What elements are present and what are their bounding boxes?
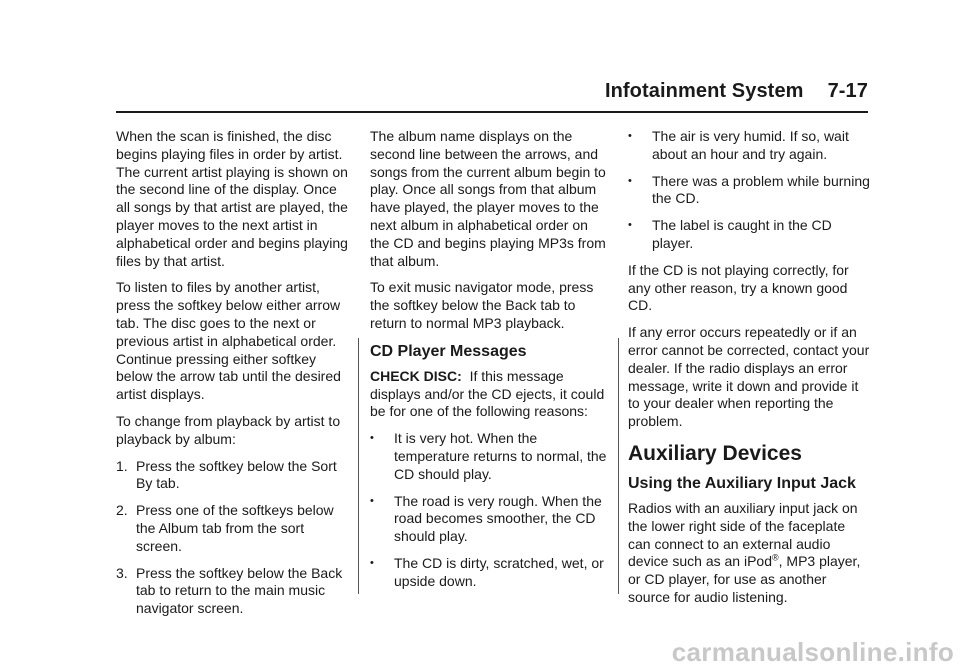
bullet-text: The label is caught in the CD player. xyxy=(652,217,832,251)
subsection-heading: Using the Auxiliary Input Jack xyxy=(628,474,856,492)
page-number: 7-17 xyxy=(827,80,868,102)
column-divider xyxy=(618,338,619,594)
bullet-item xyxy=(628,128,870,164)
bullet-text: The CD is dirty, scratched, wet, or upside down. xyxy=(394,554,604,589)
registered-mark: ® xyxy=(771,552,779,563)
section-title: Infotainment System xyxy=(604,80,804,102)
bullet-item xyxy=(370,493,608,546)
bullet-item xyxy=(370,555,608,591)
aux-text-start: Radios with an auxiliary input jack on the lower right side of the faceplate can connect to an external audio device such as an iPod xyxy=(628,499,858,570)
message-text: If this message displays and/or the CD ejects, it could be for one of the following reasons: xyxy=(370,367,605,420)
paragraph: If the CD is not playing correctly, for any other reason, try a known good CD. xyxy=(628,261,849,314)
column-3 xyxy=(628,128,870,616)
paragraph: To exit music navigator mode, press the softkey below the Back tab to return to normal MP3 playback. xyxy=(370,279,594,331)
chapter-heading: Auxiliary Devices xyxy=(628,441,802,465)
paragraph: To listen to files by another artist, press the softkey below either arrow tab. The disc goes to the next or previous artist in alphabetical order. Continue pressing either softkey below the arrow tab until the desired artist displays. xyxy=(116,279,341,403)
bullet-text: There was a problem while burning the CD. xyxy=(652,172,870,207)
bullet-icon: • xyxy=(628,174,632,187)
step-text: Press one of the softkeys below the Album tab from the sort screen. xyxy=(136,502,334,554)
bullet-icon: • xyxy=(370,556,374,569)
column-2 xyxy=(370,128,608,600)
paragraph xyxy=(628,500,870,607)
bullet-item xyxy=(628,173,870,209)
step-number: 3. xyxy=(116,564,128,581)
step-number: 1. xyxy=(116,457,128,474)
step-text: Press the softkey below the Back tab to return to the main music navigator screen. xyxy=(136,564,343,617)
bullet-item xyxy=(628,217,870,253)
header-rule xyxy=(116,111,868,113)
bullet-text: The road is very rough. When the road becomes smoother, the CD should play. xyxy=(394,492,602,545)
watermark: carmanualsonline.info xyxy=(671,637,954,667)
bullet-icon: • xyxy=(370,432,374,445)
aux-text-end: , MP3 player, or CD player, for use as another source for audio listening. xyxy=(628,553,861,605)
step-number: 2. xyxy=(116,502,128,519)
step-text: Press the softkey below the Sort By tab. xyxy=(136,457,337,492)
bullet-item xyxy=(370,430,608,483)
paragraph: If any error occurs repeatedly or if an error cannot be corrected, contact your dealer. If the radio displays an error message, write it down and provide it to your dealer when reporting the problem. xyxy=(628,324,870,430)
bullet-icon: • xyxy=(370,494,374,507)
paragraph: To change from playback by artist to playback by album: xyxy=(116,412,341,447)
section-heading: CD Player Messages xyxy=(370,342,527,360)
bullet-text: The air is very humid. If so, wait about an hour and try again. xyxy=(652,128,849,162)
column-divider xyxy=(358,338,359,594)
page-header xyxy=(116,80,868,116)
bullet-icon: • xyxy=(628,219,632,232)
column-1 xyxy=(116,128,352,627)
message-label: CHECK DISC: xyxy=(370,367,462,384)
numbered-step xyxy=(116,565,352,618)
paragraph xyxy=(370,368,608,421)
header-text xyxy=(605,80,868,103)
paragraph: When the scan is finished, the disc begins playing files in order by artist. The current artist playing is shown on the second line of the display. Once all songs by that artist are played, the player moves to the next artist in alphabetical order and begins playing files by that artist. xyxy=(116,128,348,269)
numbered-step xyxy=(116,458,352,494)
bullet-icon: • xyxy=(628,130,632,142)
paragraph: The album name displays on the second line between the arrows, and songs from the current album begin to play. Once all songs from that album have played, the player moves to the next album in alphabetical order on the CD and begins playing MP3s from that album. xyxy=(370,128,606,269)
bullet-text: It is very hot. When the temperature returns to normal, the CD should play. xyxy=(394,430,607,482)
numbered-step xyxy=(116,502,352,555)
